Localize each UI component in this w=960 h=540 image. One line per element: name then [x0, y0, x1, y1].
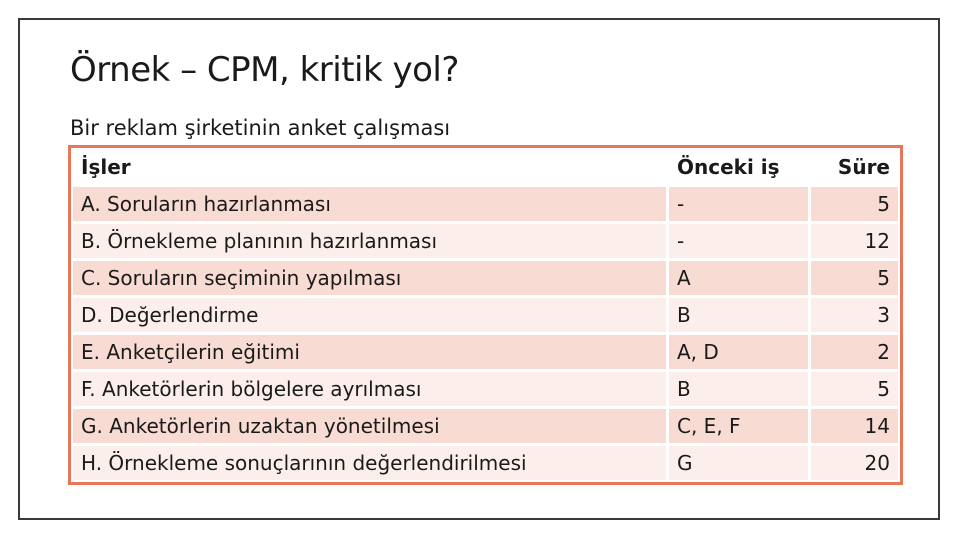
activity-duration: 14 — [810, 408, 900, 445]
activity-name: A. Soruların hazırlanması — [72, 186, 668, 223]
activity-duration: 12 — [810, 223, 900, 260]
activity-predecessor: B — [668, 371, 810, 408]
slide — [18, 18, 940, 520]
activity-name: G. Anketörlerin uzaktan yönetilmesi — [72, 408, 668, 445]
activity-name: F. Anketörlerin bölgelere ayrılması — [72, 371, 668, 408]
activity-name: B. Örnekleme planının hazırlanması — [72, 223, 668, 260]
activity-duration: 5 — [810, 371, 900, 408]
activity-table — [70, 147, 901, 483]
table-row — [72, 297, 900, 334]
table-row — [72, 371, 900, 408]
table-row — [72, 445, 900, 482]
activity-duration: 3 — [810, 297, 900, 334]
activity-predecessor: - — [668, 223, 810, 260]
table-row — [72, 408, 900, 445]
activity-duration: 20 — [810, 445, 900, 482]
header-jobs: İşler — [72, 149, 668, 186]
activity-predecessor: - — [668, 186, 810, 223]
activity-name: C. Soruların seçiminin yapılması — [72, 260, 668, 297]
activity-predecessor: A — [668, 260, 810, 297]
table-row — [72, 186, 900, 223]
slide-title: Örnek – CPM, kritik yol? — [70, 50, 459, 90]
activity-duration: 2 — [810, 334, 900, 371]
activity-name: H. Örnekleme sonuçlarının değerlendirilmesi — [72, 445, 668, 482]
header-duration: Süre — [810, 149, 900, 186]
activity-name: D. Değerlendirme — [72, 297, 668, 334]
activity-predecessor: G — [668, 445, 810, 482]
table-row — [72, 260, 900, 297]
activity-predecessor: B — [668, 297, 810, 334]
activity-predecessor: C, E, F — [668, 408, 810, 445]
table-row — [72, 223, 900, 260]
header-predecessor: Önceki iş — [668, 149, 810, 186]
activity-predecessor: A, D — [668, 334, 810, 371]
table-header-row — [72, 149, 900, 186]
activity-duration: 5 — [810, 260, 900, 297]
slide-subtitle: Bir reklam şirketinin anket çalışması — [70, 116, 451, 140]
table-row — [72, 334, 900, 371]
activity-name: E. Anketçilerin eğitimi — [72, 334, 668, 371]
activity-duration: 5 — [810, 186, 900, 223]
